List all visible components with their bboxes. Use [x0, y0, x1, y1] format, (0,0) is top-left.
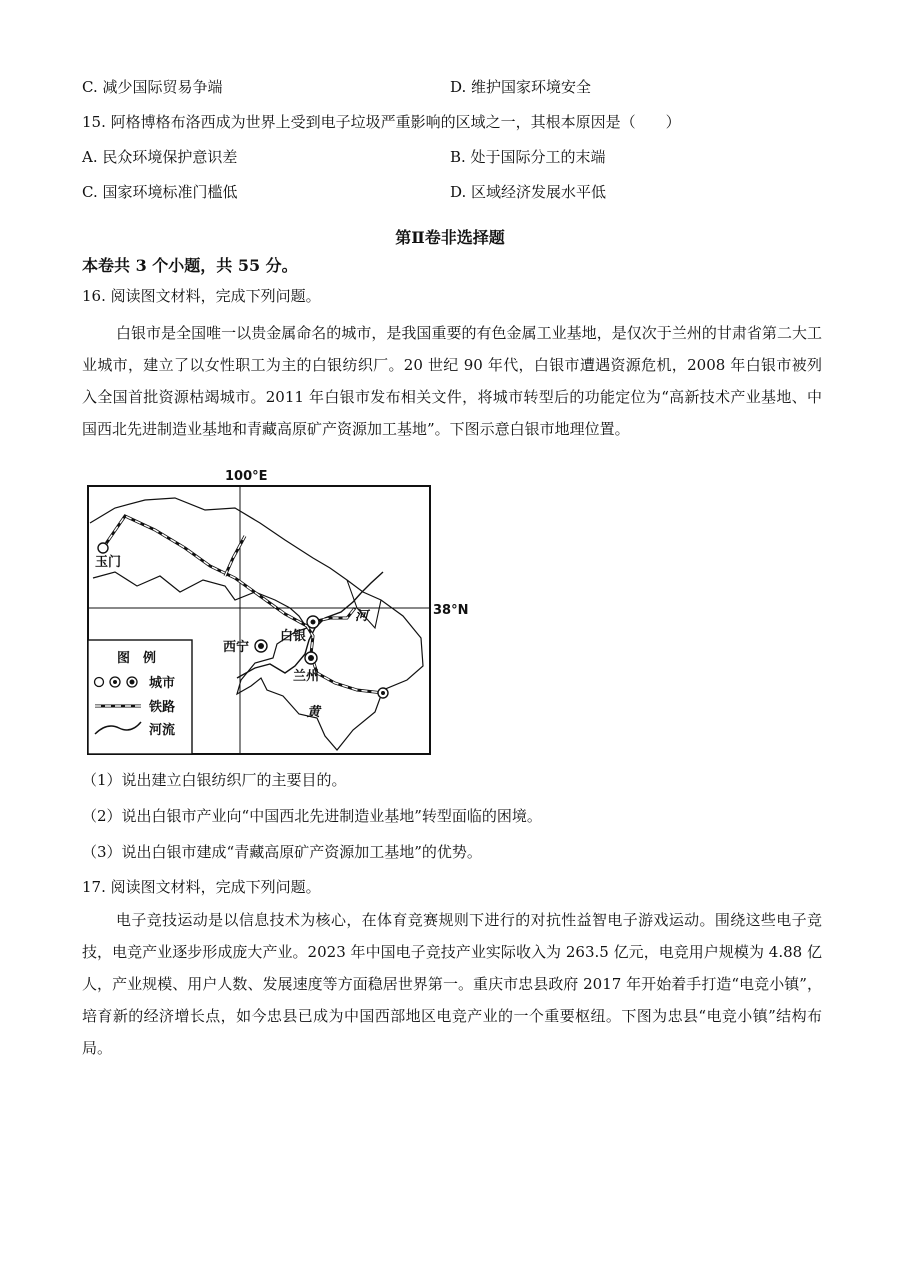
q16-paragraph: 白银市是全国唯一以贵金属命名的城市，是我国重要的有色金属工业基地，是仅次于兰州的甘肃省第二大工业城市，建立了以女性职工为主的白银纺织厂。20 世纪 90 年代，白银市遭遇资源危机，2008 年白银市被列入全国首批资源枯竭城市。2011 年白银市发布相关文件，将城市转型后的功能定位为“高新技术产业基地、中国西北先进制造业基地和青藏高原矿产资源加工基地”。下图示意白银市地理位置。	[82, 324, 822, 438]
q15-stem: 15. 阿格博格布洛西成为世界上受到电子垃圾严重影响的区域之一，其根本原因是（ ）	[82, 113, 681, 131]
lon-label: 100°E	[225, 469, 268, 484]
q14-option-d[interactable]: D. 维护国家环境安全	[450, 78, 592, 96]
q14-option-c[interactable]: C. 减少国际贸易争端	[82, 78, 223, 96]
section-title: 第Ⅱ卷非选择题	[395, 228, 505, 247]
legend-city-label: 城市	[149, 676, 176, 691]
lat-label: 38°N	[433, 603, 469, 618]
legend-river-label: 河流	[149, 723, 176, 738]
city-label-yumen: 玉门	[95, 555, 122, 570]
q16-sub1: （1）说出建立白银纺织厂的主要目的。	[82, 771, 347, 789]
city-label-baiyin: 白银	[280, 629, 307, 644]
city-yumen	[98, 543, 108, 553]
legend-title: 图 例	[117, 651, 157, 666]
city-label-lanzhou: 兰州	[293, 669, 320, 684]
legend-city-icon-1	[95, 678, 104, 687]
section-intro: 本卷共 3 个小题，共 55 分。	[82, 256, 298, 275]
q16-sub3: （3）说出白银市建成“青藏高原矿产资源加工基地”的优势。	[82, 843, 482, 861]
legend-railway-label: 铁路	[149, 700, 176, 715]
q15-option-c[interactable]: C. 国家环境标准门槛低	[82, 183, 238, 201]
q15-option-d[interactable]: D. 区域经济发展水平低	[450, 183, 607, 201]
river-label-huang: 黄	[307, 705, 321, 720]
city-label-xining: 西宁	[223, 640, 250, 655]
q17-paragraph: 电子竞技运动是以信息技术为核心，在体育竞赛规则下进行的对抗性益智电子游戏运动。围绕这些电子竞技，电竞产业逐步形成庞大产业。2023 年中国电子竞技产业实际收入为 263.5 亿元，电竞用户规模为 4.88 亿人，产业规模、用户人数、发展速度等方面稳居世界第一。重庆市忠县政府 2017 年开始着手打造“电竞小镇”，培育新的经济增长点，如今忠县已成为中国西部地区电竞产业的一个重要枢纽。下图为忠县“电竞小镇”结构布局。	[82, 911, 822, 1057]
baiyin-location-map	[85, 468, 469, 760]
q17-stem: 17. 阅读图文材料，完成下列问题。	[82, 878, 321, 896]
q16-sub2: （2）说出白银市产业向“中国西北先进制造业基地”转型面临的困境。	[82, 807, 542, 825]
q16-stem: 16. 阅读图文材料，完成下列问题。	[82, 287, 321, 305]
river-label-he: 河	[355, 609, 369, 624]
q15-option-b[interactable]: B. 处于国际分工的末端	[450, 148, 606, 166]
q15-option-a[interactable]: A. 民众环境保护意识差	[82, 148, 238, 166]
